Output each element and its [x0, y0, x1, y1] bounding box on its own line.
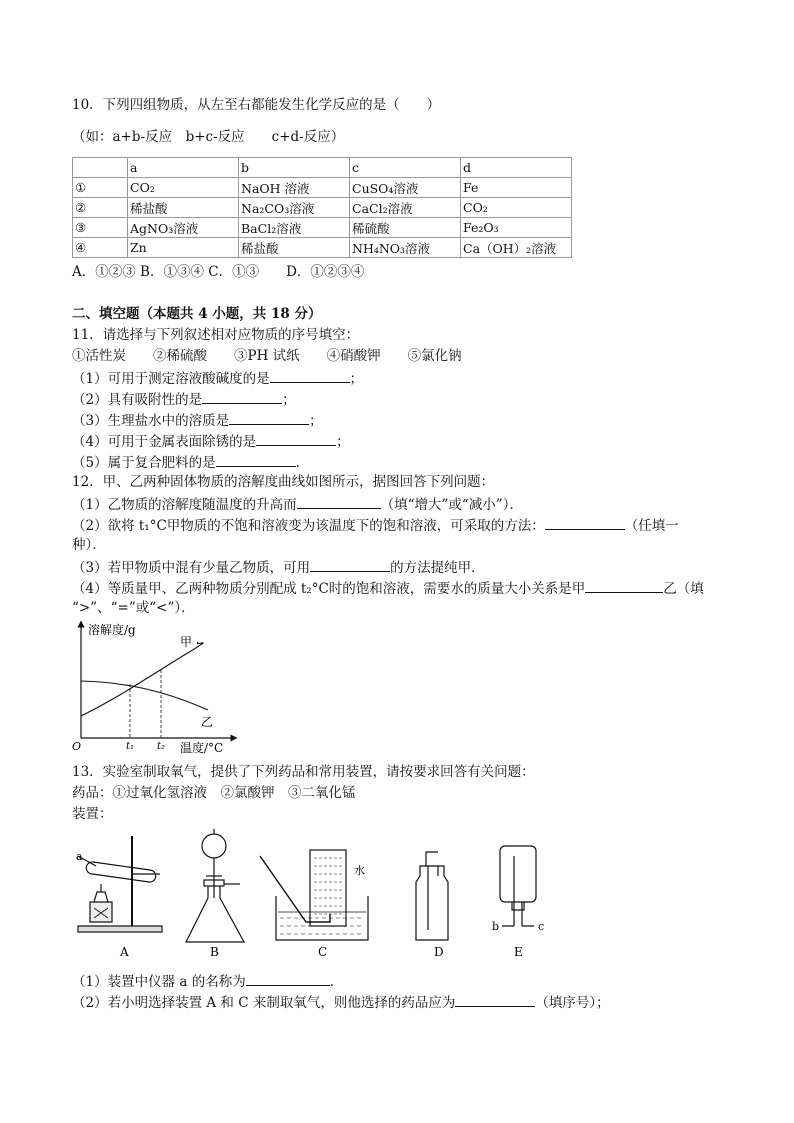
table-cell: ③ [73, 218, 128, 238]
q12-stem: 12．甲、乙两种固体物质的溶解度曲线如图所示，据图回答下列问题： [72, 474, 495, 490]
q13-devices: 装置： [72, 806, 113, 822]
part-text: 乙（填 [663, 581, 704, 597]
item-tail: ． [295, 455, 310, 471]
table-cell: BaCl₂溶液 [239, 218, 350, 238]
table-cell: NaOH 溶液 [239, 178, 350, 198]
answer-blank[interactable] [545, 515, 625, 530]
item-text: （1）可用于测定溶液酸碱度的是 [72, 371, 270, 387]
section-title: 二、填空题（本题共 4 小题，共 18 分） [72, 306, 322, 322]
table-cell [73, 158, 128, 178]
answer-blank[interactable] [216, 452, 296, 467]
q13-part-2 [72, 992, 610, 1012]
table-cell: AgNO₃溶液 [128, 218, 239, 238]
table-cell: CO₂ [128, 178, 239, 198]
answer-blank[interactable] [256, 431, 336, 446]
table-cell: CO₂ [461, 198, 572, 218]
table-cell: Ca（OH）₂溶液 [461, 238, 572, 258]
table-cell: CaCl₂溶液 [350, 198, 461, 218]
part-text: （1）装置中仪器 a 的名称为 [72, 974, 246, 990]
table-cell: 稀盐酸 [239, 238, 350, 258]
table-cell: ② [73, 198, 128, 218]
table-cell: c [350, 158, 461, 178]
table-cell: Zn [128, 238, 239, 258]
lab-apparatus [68, 826, 548, 960]
apparatus-e [500, 846, 536, 926]
part-text: （2）欲将 t₁°C甲物质的不饱和溶液变为该温度下的饱和溶液，可采取的方法： [72, 518, 545, 534]
part-text: ． [329, 974, 344, 990]
q10-note: （如：a+b-反应 b+c-反应 c+d-反应） [72, 129, 345, 145]
item-tail: ； [282, 392, 296, 408]
q11-item-1 [72, 368, 363, 388]
apparatus-label: B [210, 945, 219, 959]
label-a: a [76, 850, 83, 863]
answer-blank[interactable] [270, 368, 350, 383]
table-cell: Fe₂O₃ [461, 218, 572, 238]
answer-blank[interactable] [297, 494, 381, 509]
part-text: （4）等质量甲、乙两种物质分别配成 t₂°C时的饱和溶液，需要水的质量大小关系是甲 [72, 581, 586, 597]
t1-label: t₁ [126, 741, 135, 752]
item-tail: ； [336, 434, 350, 450]
q11-item-5 [72, 452, 309, 472]
item-text: （2）具有吸附性的是 [72, 392, 203, 408]
q10-stem: 10．下列四组物质，从左至右都能发生化学反应的是（ ） [72, 97, 441, 113]
q10-options: A．①②③ B．①③④ C．①③ D．①②③④ [72, 264, 365, 280]
table-row [73, 198, 572, 218]
answer-blank[interactable] [202, 389, 282, 404]
item-text: （5）属于复合肥料的是 [72, 455, 216, 471]
apparatus-label: E [514, 945, 523, 959]
table-header-row [73, 158, 572, 178]
q13-drugs: 药品：①过氧化氢溶液 ②氯酸钾 ③二氧化锰 [72, 785, 356, 801]
part-text: （填序号）； [535, 995, 610, 1011]
label-c: c [538, 920, 545, 933]
answer-blank[interactable] [310, 557, 390, 572]
solubility-chart [68, 618, 238, 756]
label-water: 水 [354, 864, 365, 877]
y-axis-label: 溶解度/g [88, 623, 136, 637]
q12-part-2 [72, 515, 679, 535]
q12-part-2-cont: 种）． [72, 537, 106, 553]
table-row [73, 178, 572, 198]
apparatus-d [416, 852, 448, 940]
part-text: （填“增大”或“减小”）． [380, 497, 523, 513]
table-row [73, 218, 572, 238]
answer-blank[interactable] [246, 971, 330, 986]
origin-label: O [72, 740, 82, 753]
q12-part-3 [72, 557, 485, 577]
label-b: b [492, 920, 500, 933]
q12-part-4 [72, 578, 704, 598]
q11-item-4 [72, 431, 350, 451]
apparatus-label: D [434, 945, 444, 959]
curve-jia [81, 642, 203, 716]
apparatus-label: C [318, 945, 328, 959]
q12-part-1 [72, 494, 523, 514]
apparatus-b [186, 829, 244, 942]
q13-stem: 13．实验室制取氧气，提供了下列药品和常用装置，请按要求回答有关问题： [72, 764, 535, 780]
table-cell: ① [73, 178, 128, 198]
table-cell: CuSO₄溶液 [350, 178, 461, 198]
item-text: （3）生理盐水中的溶质是 [72, 413, 230, 429]
answer-blank[interactable] [229, 410, 309, 425]
table-cell: NH₄NO₃溶液 [350, 238, 461, 258]
table-cell: b [239, 158, 350, 178]
apparatus-c [260, 850, 368, 940]
yi-label: 乙 [201, 715, 214, 729]
q11-item-2 [72, 389, 296, 409]
part-text: （2）若小明选择装置 A 和 C 来制取氧气，则他选择的药品应为 [72, 995, 456, 1011]
jia-label: 甲 [180, 635, 193, 649]
item-tail: ； [309, 413, 323, 429]
q11-choices: ①活性炭 ②稀硫酸 ③PH 试纸 ④硝酸钾 ⑤氯化钠 [72, 348, 462, 364]
apparatus-label: A [120, 945, 129, 959]
q11-item-3 [72, 410, 323, 430]
answer-blank[interactable] [455, 992, 535, 1007]
item-text: （4）可用于金属表面除锈的是 [72, 434, 257, 450]
q12-part-4-cont: “>”、“=”或“<”）． [72, 600, 195, 616]
table-cell: ④ [73, 238, 128, 258]
t2-label: t₂ [157, 741, 166, 752]
table-cell: 稀盐酸 [128, 198, 239, 218]
table-row [73, 238, 572, 258]
item-tail: ； [349, 371, 364, 387]
part-text: （1）乙物质的溶解度随温度的升高而 [72, 497, 297, 513]
part-text: 的方法提纯甲． [390, 560, 485, 576]
x-axis-label: 温度/°C [180, 741, 224, 755]
table-cell: 稀硫酸 [350, 218, 461, 238]
part-text: （3）若甲物质中混有少量乙物质，可用 [72, 560, 311, 576]
table-cell: Fe [461, 178, 572, 198]
apparatus-a [78, 836, 162, 932]
part-text: （任填一 [624, 518, 679, 534]
q11-stem: 11．请选择与下列叙述相对应物质的序号填空： [72, 327, 360, 343]
table-cell: Na₂CO₃溶液 [239, 198, 350, 218]
q10-table [72, 157, 572, 258]
table-cell: a [128, 158, 239, 178]
table-cell: d [461, 158, 572, 178]
q13-part-1 [72, 971, 343, 991]
answer-blank[interactable] [585, 578, 663, 593]
